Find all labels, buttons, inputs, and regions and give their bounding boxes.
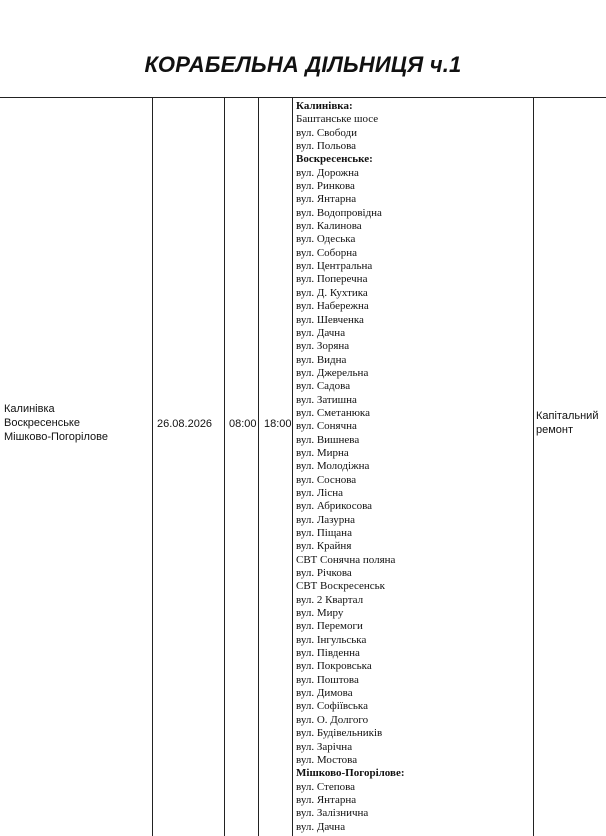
street-item: вул. Мирна xyxy=(296,446,349,459)
street-item: вул. Затишна xyxy=(296,393,357,406)
street-item: вул. О. Долгого xyxy=(296,713,369,726)
street-item: вул. Абрикосова xyxy=(296,500,373,513)
street-item: вул. Соснова xyxy=(296,473,357,486)
street-item: вул. Молодіжна xyxy=(296,460,370,473)
settlements-cell xyxy=(4,402,150,444)
street-item: вул. Зарічна xyxy=(296,740,353,753)
settlement-heading: Воскресенське: xyxy=(296,153,373,166)
street-item: вул. Піщана xyxy=(296,527,352,539)
street-item: вул. Сонячна xyxy=(296,420,357,433)
street-item: вул. Вишнева xyxy=(296,433,360,446)
street-item: СВТ Воскресенськ xyxy=(296,580,386,593)
settlement-heading: Калинівка: xyxy=(296,100,353,112)
street-item: вул. Центральна xyxy=(296,260,373,273)
street-item: вул. Калинова xyxy=(296,220,362,233)
street-item: вул. Річкова xyxy=(296,567,352,580)
table-top-border xyxy=(0,97,606,98)
street-item: вул. 2 Квартал xyxy=(296,593,364,606)
street-item: вул. Мостова xyxy=(296,753,358,766)
street-item: вул. Поштова xyxy=(296,673,359,686)
street-item: вул. Інгульська xyxy=(296,633,367,646)
street-item: вул. Сметанюка xyxy=(296,406,370,419)
street-item: вул. Видна xyxy=(296,353,347,366)
street-item: вул. Садова xyxy=(296,380,351,393)
street-item: вул. Янтарна xyxy=(296,793,357,806)
street-item: вул. Будівельників xyxy=(296,727,383,740)
date-cell: 26.08.2026 xyxy=(157,418,213,430)
column-divider xyxy=(292,97,293,836)
street-item: вул. Дорожна xyxy=(296,166,359,179)
street-item: вул. Водопровідна xyxy=(296,206,382,219)
column-divider xyxy=(533,97,534,836)
street-item: вул. Джерельна xyxy=(296,366,369,379)
column-divider xyxy=(258,97,259,836)
street-item: вул. Південна xyxy=(296,647,360,660)
column-divider xyxy=(152,97,153,836)
street-item: вул. Софіївська xyxy=(296,700,368,713)
street-item: вул. Д. Кухтика xyxy=(296,286,368,299)
street-item: вул. Миру xyxy=(296,607,344,620)
street-item: вул. Степова xyxy=(296,780,356,793)
street-item: вул. Соборна xyxy=(296,246,358,259)
street-item: вул. Набережна xyxy=(296,300,369,313)
street-item: вул. Дачна xyxy=(296,326,346,339)
street-item: вул. Лісна xyxy=(296,486,343,499)
settlement-name: Воскресенське xyxy=(4,417,80,429)
column-divider xyxy=(224,97,225,836)
page-title: КОРАБЕЛЬНА ДІЛЬНИЦЯ ч.1 xyxy=(144,52,462,77)
street-item: вул. Свободи xyxy=(296,126,358,139)
street-item: вул. Перемоги xyxy=(296,620,363,633)
settlement-heading: Мішково-Погорілове: xyxy=(296,767,405,780)
reason-cell: Капітальний ремонт xyxy=(536,410,599,436)
outage-table xyxy=(0,97,606,836)
street-item: вул. Лазурна xyxy=(296,513,356,526)
settlement-name: Мішково-Погорілове xyxy=(4,431,108,443)
street-item: СВТ Сонячна поляна xyxy=(296,553,396,566)
street-item: вул. Димова xyxy=(296,687,353,700)
street-item: вул. Крайня xyxy=(296,540,352,553)
street-item: вул. Поперечна xyxy=(296,273,368,286)
street-item: вул. Зоряна xyxy=(296,340,350,353)
street-item: вул. Польова xyxy=(296,140,357,153)
street-item: вул. Шевченка xyxy=(296,313,364,326)
street-item: вул. Одеська xyxy=(296,233,356,246)
street-item: вул. Покровська xyxy=(296,660,372,673)
end-time-cell: 18:00 xyxy=(264,418,292,430)
start-time-cell: 08:00 xyxy=(229,418,257,430)
streets-cell xyxy=(296,100,532,834)
street-item: вул. Ринкова xyxy=(296,180,355,193)
street-item: вул. Дачна xyxy=(296,820,346,833)
settlement-name: Калинівка xyxy=(4,403,55,415)
street-item: вул. Залізнична xyxy=(296,807,369,820)
street-item: вул. Янтарна xyxy=(296,193,357,206)
street-item: Баштанське шосе xyxy=(296,113,379,126)
